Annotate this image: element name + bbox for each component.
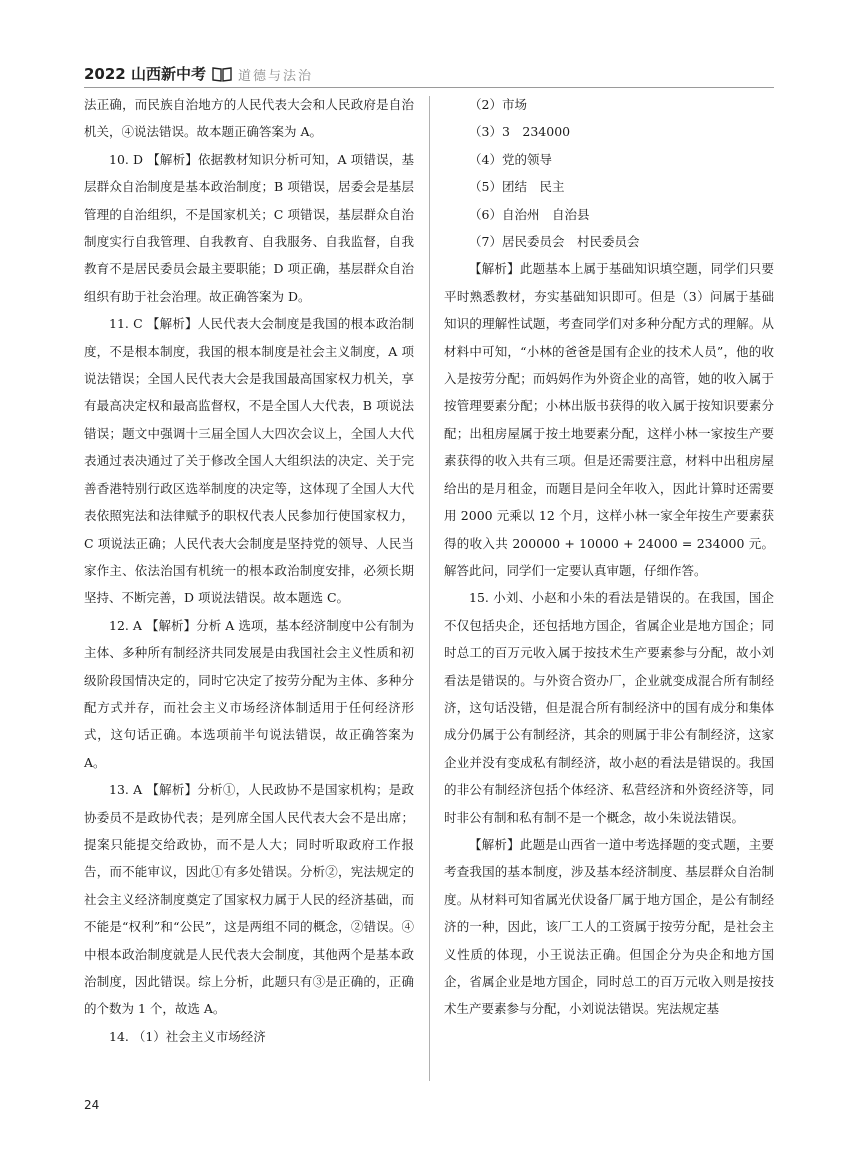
answer-11: 11. C 【解析】人民代表大会制度是我国的根本政治制度，不是根本制度，我国的根本制度是社会主义制度，A 项说法错误；全国人民代表大会是我国最高国家权力机关，享有最高决定权和最高监督权，不是全国人大代表，B 项说法错误；题文中强调十三届全国人大四次会议上，全国人大代表通过表决通过了关于修改全国人大组织法的决定、关于完善香港特别行政区选举制度的决定等，这体现了全国人大代表依照宪法和法律赋予的职权代表人民参加行使国家权力，C 项说法正确；人民代表大会制度是坚持党的领导、人民当家作主、依法治国有机统一的根本政治制度安排，必须长期坚持、不断完善，D 项说法错误。故本题选 C。 <box>84 316 414 606</box>
left-column <box>84 91 414 1050</box>
running-header <box>84 60 774 84</box>
analysis-15: 【解析】此题是山西省一道中考选择题的变式题，主要考查我国的基本制度，涉及基本经济制度、基层群众自治制度。从材料可知省属光伏设备厂属于地方国企，是公有制经济的一种，因此，该厂工人的工资属于按劳分配，是社会主义性质的体现，小王说法正确。但国企分为央企和地方国企，省属企业是地方国企，同时总工的百万元收入则是按技术生产要素参与分配，小刘说法错误。宪法规定基 <box>444 836 774 1017</box>
answer-12: 12. A 【解析】分析 A 选项，基本经济制度中公有制为主体、多种所有制经济共同发展是由我国社会主义性质和初级阶段国情决定的，同时它决定了按劳分配为主体、多种分配方式并存，而社会主义市场经济体制适用于任何经济形式，这句话正确。本选项前半句说法错误，故正确答案为 A。 <box>84 617 414 770</box>
answer-14-4: （4）党的领导 <box>469 151 552 167</box>
answer-14-5: （5）团结 民主 <box>469 179 565 195</box>
page-number: 24 <box>84 1098 100 1112</box>
answer-14-2: （2）市场 <box>469 97 527 112</box>
header-title: 2022 山西新中考 <box>84 65 206 83</box>
right-column <box>444 91 774 1023</box>
answer-15: 15. 小刘、小赵和小朱的看法是错误的。在我国，国企不仅包括央企，还包括地方国企，省属企业是地方国企；同时总工的百万元收入属于按技术生产要素参与分配，故小刘看法是错误的。与外资合资办厂，企业就变成混合所有制经济，这句话没错，但是混合所有制经济中的国有成分和集体成分仍属于公有制经济，其余的则属于非公有制经济，这家企业并没有变成私有制经济，故小赵的看法是错误的。我国的非公有制经济包括个体经济、私营经济和外资经济等，同时非公有制和私有制不是一个概念，故小朱说法错误。 <box>444 590 774 825</box>
open-book-icon <box>212 66 232 82</box>
answer-13: 13. A 【解析】分析①，人民政协不是国家机构；是政协委员不是政协代表；是列席全国人民代表大会不是出席；提案只能提交给政协，而不是人大；同时听取政府工作报告，而不能审议，因此①有多处错误。分析②，宪法规定的社会主义经济制度奠定了国家权力属于人民的经济基础，而不能是“权利”和“公民”，这是两组不同的概念，②错误。④中根本政治制度就是人民代表大会制度，其他两个是基本政治制度，因此错误。综上分析，此题只有③是正确的，正确的个数为 1 个，故选 A。 <box>84 782 414 1017</box>
column-divider <box>429 96 430 1081</box>
answer-14-6: （6）自治州 自治县 <box>469 206 590 222</box>
answer-14-1: 14. （1）社会主义市场经济 <box>109 1028 266 1044</box>
answer-14-7: （7）居民委员会 村民委员会 <box>469 234 640 250</box>
analysis-14: 【解析】此题基本上属于基础知识填空题，同学们只要平时熟悉教材，夯实基础知识即可。但是（3）问属于基础知识的理解性试题，考查同学们对多种分配方式的理解。从材料中可知，“小林的爸爸是国有企业的技术人员”，他的收入是按劳分配；而妈妈作为外资企业的高管，她的收入属于按管理要素分配；小林出版书获得的收入属于按知识要素分配；出租房屋属于按土地要素分配，这样小林一家按生产要素获得的收入共有三项。但是还需要注意，材料中出租房屋给出的是月租金，而题目是问全年收入，因此计算时还需要用 2000 元乘以 12 个月，这样小林一家全年按生产要素获得的收入共 200000 + 10000 + 24000 = 234000 元。解答此问，同学们一定要认真审题，仔细作答。 <box>444 261 774 578</box>
answer-10: 10. D 【解析】依据教材知识分析可知，A 项错误，基层群众自治制度是基本政治制度；B 项错误，居委会是基层管理的自治组织，不是国家机关；C 项错误，基层群众自治制度实行自我管理、自我教育、自我服务、自我监督，自我教育不是居民委员会最主要职能；D 项正确，基层群众自治组织有助于社会治理。故正确答案为 D。 <box>84 151 414 304</box>
header-subject: 道德与法治 <box>237 69 313 84</box>
paragraph: 法正确，而民族自治地方的人民代表大会和人民政府是自治机关，④说法错误。故本题正确答案为 A。 <box>84 97 414 140</box>
header-rule <box>84 87 774 88</box>
answer-14-3: （3）3 234000 <box>469 124 571 140</box>
